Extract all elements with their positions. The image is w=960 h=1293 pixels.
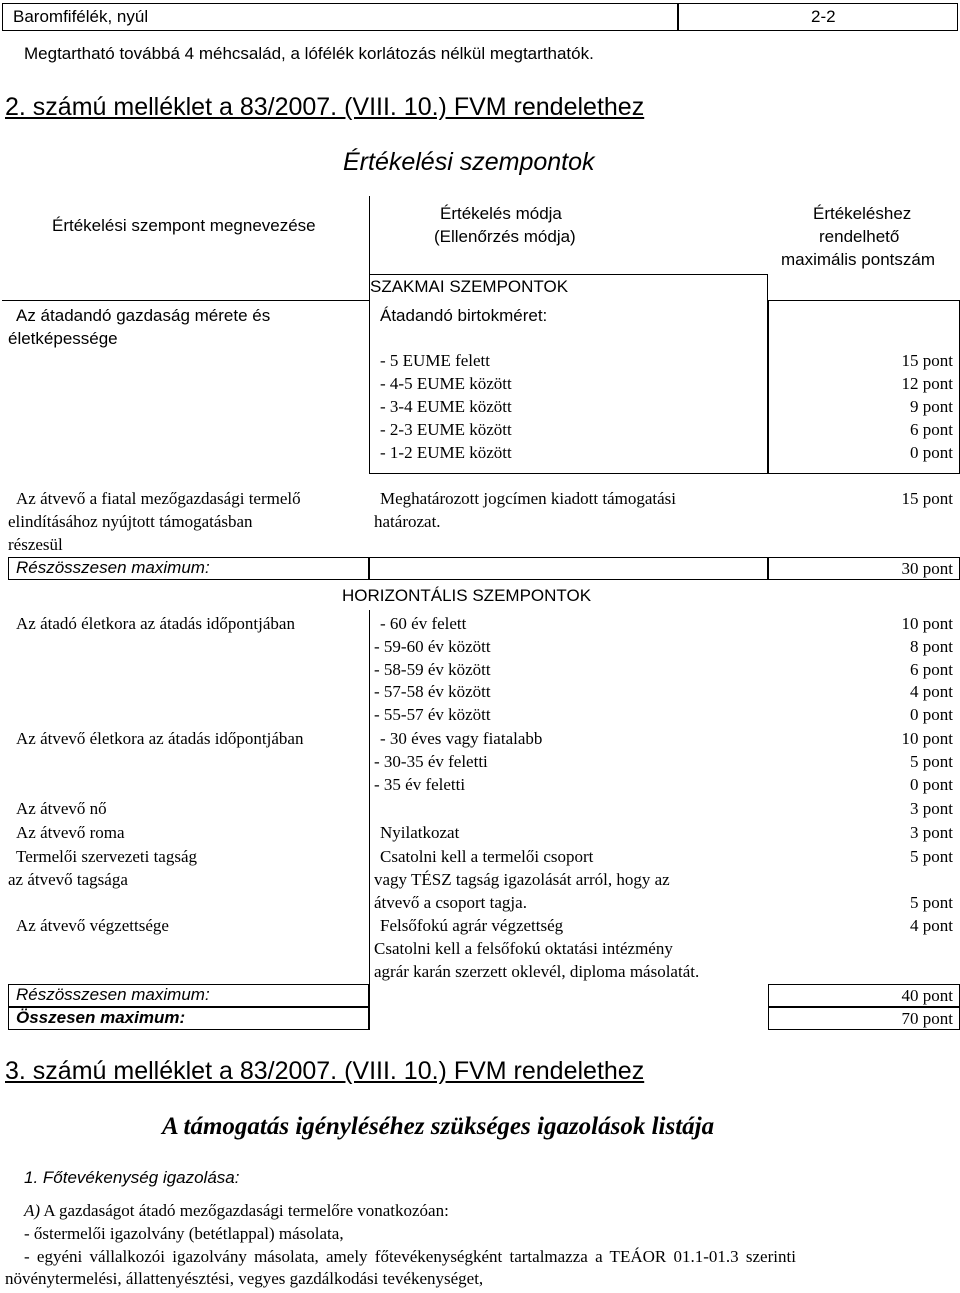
subtotal1-points: 30 pont <box>901 559 953 578</box>
doc-line-3: növénytermelési, állattenyésztési, vegyes gazdálkodási tevékenységet, <box>5 1269 484 1288</box>
annex3-title: A támogatás igényléséhez szükséges igazolások listája <box>162 1113 715 1140</box>
intro-line: Megtartható továbbá 4 méhcsalád, a lófélék korlátozás nélkül megtarthatók. <box>24 44 594 63</box>
size-subheading: Átadandó birtokméret: <box>380 306 548 325</box>
size-row-text: - 2-3 EUME között <box>380 420 512 439</box>
section-a-prefix: A) <box>24 1201 41 1220</box>
org-method-2: vagy TÉSZ tagság igazolását arról, hogy az <box>374 870 670 889</box>
annex2-title: Értékelési szempontok <box>343 148 595 176</box>
total-points: 70 pont <box>901 1009 953 1028</box>
section-a-line <box>24 1200 449 1222</box>
org-method-3: átvevő a csoport tagja. <box>374 893 527 912</box>
giver-age-points: 6 pont <box>910 660 953 679</box>
org-label-1: Termelői szervezeti tagság <box>16 847 197 866</box>
header-right-cell <box>678 3 958 31</box>
size-row-text: - 1-2 EUME között <box>380 443 512 462</box>
roma-method: Nyilatkozat <box>380 823 460 842</box>
col-header-points-3: maximális pontszám <box>781 250 935 269</box>
col-header-points-1: Értékeléshez <box>813 204 912 223</box>
section-professional: SZAKMAI SZEMPONTOK <box>370 277 569 296</box>
subtotal2-label: Részösszesen maximum: <box>16 985 210 1004</box>
size-row-points: 6 pont <box>910 420 953 439</box>
doc-line-1: - őstermelői igazolvány (betétlappal) másolata, <box>24 1224 344 1243</box>
size-label-1: Az átadandó gazdaság mérete és <box>16 306 271 325</box>
taker-age-text: - 30 éves vagy fiatalabb <box>380 729 543 748</box>
size-row-text: - 3-4 EUME között <box>380 397 512 416</box>
giver-age-points: 10 pont <box>901 614 953 633</box>
section-a-text: A gazdaságot átadó mezőgazdasági termelőre vonatkozóan: <box>40 1201 449 1220</box>
subtotal1-mid-box <box>369 557 768 580</box>
size-row-points: 12 pont <box>901 374 953 393</box>
col-header-points-2: rendelhető <box>819 227 900 246</box>
taker-age-points: 5 pont <box>910 752 953 771</box>
page-number: 2-2 <box>811 7 836 26</box>
org-method-1: Csatolni kell a termelői csoport <box>380 847 594 866</box>
giver-age-label: Az átadó életkora az átadás időpontjában <box>16 614 295 633</box>
edu-method-3: agrár karán szerzett oklevél, diploma másolatát. <box>374 962 700 981</box>
giver-age-text: - 57-58 év között <box>374 682 491 701</box>
taker-age-text: - 30-35 év feletti <box>374 752 488 771</box>
young-method-2: határozat. <box>374 512 441 531</box>
edu-method-1: Felsőfokú agrár végzettség <box>380 916 564 935</box>
giver-age-points: 8 pont <box>910 637 953 656</box>
size-row-text: - 5 EUME felett <box>380 351 490 370</box>
item1-heading: 1. Főtevékenység igazolása: <box>24 1168 240 1187</box>
org-label-2: az átvevő tagsága <box>8 870 128 889</box>
young-method-1: Meghatározott jogcímen kiadott támogatási <box>380 489 676 508</box>
header-left-cell <box>2 3 678 31</box>
giver-age-text: - 58-59 év között <box>374 660 491 679</box>
section-horizontal: HORIZONTÁLIS SZEMPONTOK <box>342 586 592 605</box>
giver-age-text: - 55-57 év között <box>374 705 491 724</box>
roma-label: Az átvevő roma <box>16 823 125 842</box>
edu-label: Az átvevő végzettsége <box>16 916 169 935</box>
young-points: 15 pont <box>901 489 953 508</box>
col-header-criterion: Értékelési szempont megnevezése <box>52 216 316 235</box>
col-header-method-2: (Ellenőrzés módja) <box>434 227 576 246</box>
subtotal1-label: Részösszesen maximum: <box>16 558 210 577</box>
total-label: Összesen maximum: <box>16 1008 186 1027</box>
taker-age-label: Az átvevő életkora az átadás időpontjában <box>16 729 304 748</box>
roma-points: 3 pont <box>910 823 953 842</box>
org-points-1: 5 pont <box>910 847 953 866</box>
edu-method-2: Csatolni kell a felsőfokú oktatási intézmény <box>374 939 673 958</box>
size-row-points: 0 pont <box>910 443 953 462</box>
col-header-method-1: Értékelés módja <box>440 204 562 223</box>
doc-line-2: - egyéni vállalkozói igazolvány másolata, amely főtevékenységként tartalmazza a TEÁOR 01.1-01.3 szerinti <box>24 1247 796 1266</box>
header-left-text: Baromfifélék, nyúl <box>13 7 149 26</box>
female-points: 3 pont <box>910 799 953 818</box>
taker-age-points: 10 pont <box>901 729 953 748</box>
giver-age-points: 4 pont <box>910 682 953 701</box>
org-points-2: 5 pont <box>910 893 953 912</box>
size-row-points: 15 pont <box>901 351 953 370</box>
taker-age-points: 0 pont <box>910 775 953 794</box>
annex3-heading: 3. számú melléklet a 83/2007. (VIII. 10.) FVM rendelethez <box>5 1057 645 1085</box>
young-label-1: Az átvevő a fiatal mezőgazdasági termelő <box>16 489 301 508</box>
young-label-3: részesül <box>8 535 63 554</box>
giver-age-text: - 59-60 év között <box>374 637 491 656</box>
subtotal2-points: 40 pont <box>901 986 953 1005</box>
header-underline <box>2 300 369 301</box>
column-divider-bottom <box>369 610 370 1030</box>
size-row-text: - 4-5 EUME között <box>380 374 512 393</box>
female-label: Az átvevő nő <box>16 799 107 818</box>
young-label-2: elindításához nyújtott támogatásban <box>8 512 253 531</box>
edu-points: 4 pont <box>910 916 953 935</box>
giver-age-points: 0 pont <box>910 705 953 724</box>
annex2-heading: 2. számú melléklet a 83/2007. (VIII. 10.) FVM rendelethez <box>5 93 645 121</box>
size-label-2: életképessége <box>8 329 118 348</box>
giver-age-text: - 60 év felett <box>380 614 467 633</box>
taker-age-text: - 35 év feletti <box>374 775 466 794</box>
size-row-points: 9 pont <box>910 397 953 416</box>
